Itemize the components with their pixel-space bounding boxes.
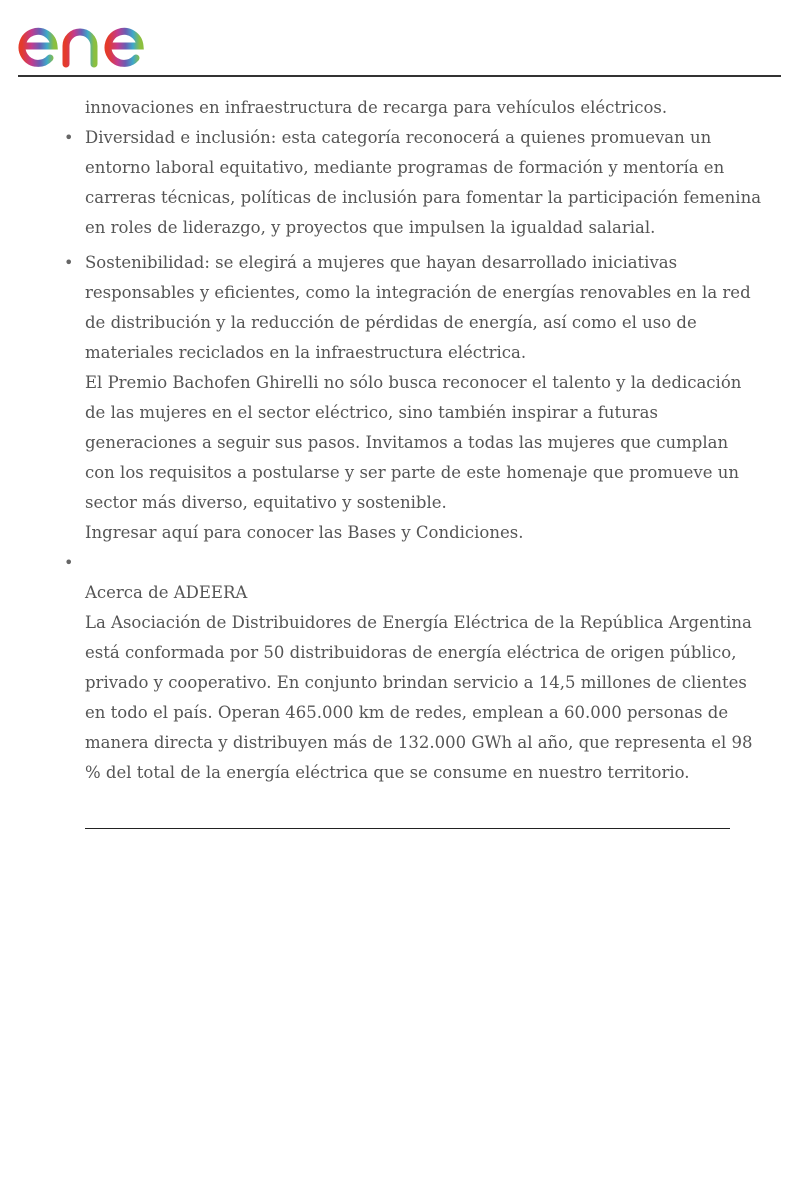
about-line: manera directa y distribuyen más de 132.000 GWh al año, que representa el 98 <box>85 733 753 752</box>
about-heading: Acerca de ADEERA <box>85 583 248 602</box>
sustainability-line: responsables y eficientes, como la integración de energías renovables en la red <box>85 283 751 302</box>
closing-line: El Premio Bachofen Ghirelli no sólo busca reconocer el talento y la dedicación <box>85 373 742 392</box>
bases-link[interactable]: Ingresar aquí para conocer las Bases y Condiciones. <box>85 523 524 542</box>
about-line: % del total de la energía eléctrica que se consume en nuestro territorio. <box>85 763 690 782</box>
diversity-line: en roles de liderazgo, y proyectos que impulsen la igualdad salarial. <box>85 218 656 237</box>
article-body <box>64 93 762 788</box>
about-line: privado y cooperativo. En conjunto brindan servicio a 14,5 millones de clientes <box>85 673 747 692</box>
list-item-about <box>64 548 753 788</box>
list-item-diversity <box>64 123 762 243</box>
diversity-line: carreras técnicas, políticas de inclusión para fomentar la participación femenina <box>85 188 762 207</box>
bullet-icon: • <box>64 253 74 272</box>
closing-line: de las mujeres en el sector eléctrico, sino también inspirar a futuras <box>85 403 658 422</box>
about-line: en todo el país. Operan 465.000 km de redes, emplean a 60.000 personas de <box>85 703 729 722</box>
bullet-icon: • <box>64 128 74 147</box>
header <box>18 0 781 77</box>
divider <box>85 828 730 829</box>
diversity-line: entorno laboral equitativo, mediante programas de formación y mentoría en <box>85 158 725 177</box>
sustainability-line: de distribución y la reducción de pérdidas de energía, así como el uso de <box>85 313 697 332</box>
closing-line: generaciones a seguir sus pasos. Invitamos a todas las mujeres que cumplan <box>85 433 729 452</box>
list-item-sustainability <box>64 248 751 548</box>
bullet-icon: • <box>64 553 74 572</box>
continuation-text: innovaciones en infraestructura de recarga para vehículos eléctricos. <box>85 98 668 117</box>
closing-line: con los requisitos a postularse y ser parte de este homenaje que promueve un <box>85 463 739 482</box>
closing-line: sector más diverso, equitativo y sostenible. <box>85 493 447 512</box>
sustainability-line: Sostenibilidad: se elegirá a mujeres que hayan desarrollado iniciativas <box>85 253 678 272</box>
enel-logo[interactable] <box>18 8 178 70</box>
empty-line <box>85 548 745 578</box>
about-line: La Asociación de Distribuidores de Energía Eléctrica de la República Argentina <box>85 613 752 632</box>
diversity-line: Diversidad e inclusión: esta categoría reconocerá a quienes promuevan un <box>85 128 712 147</box>
about-line: está conformada por 50 distribuidoras de energía eléctrica de origen público, <box>85 643 737 662</box>
sustainability-line: materiales reciclados en la infraestructura eléctrica. <box>85 343 527 362</box>
